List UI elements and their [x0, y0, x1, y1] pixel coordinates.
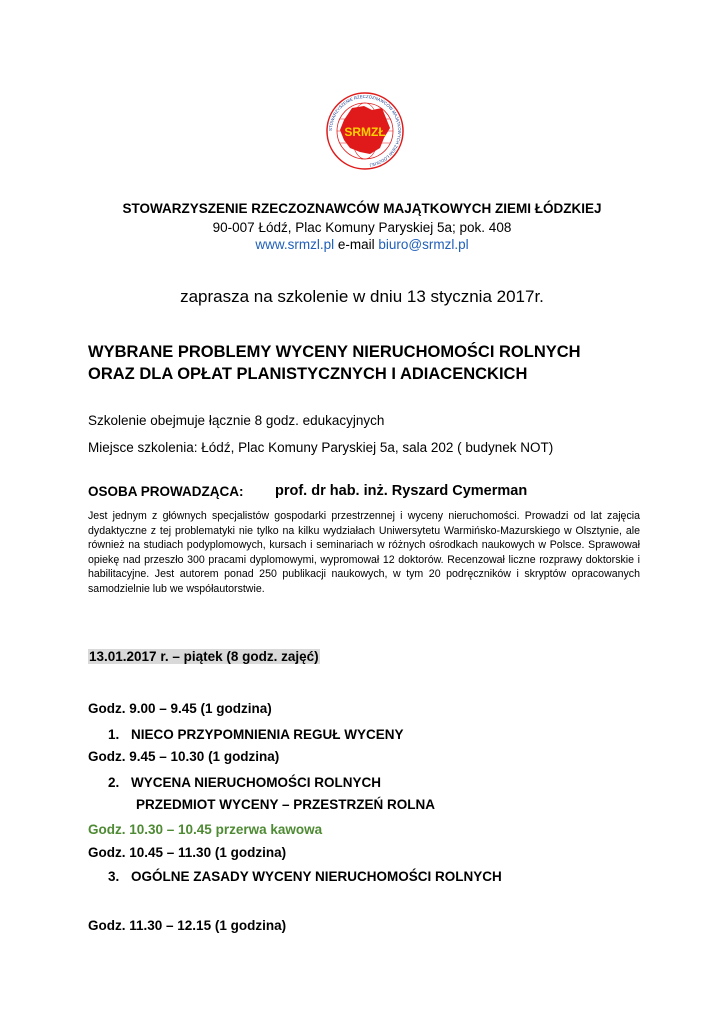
leader-name: prof. dr hab. inż. Ryszard Cymerman — [275, 483, 528, 499]
training-hours: Szkolenie obejmuje łącznie 8 godz. edukacyjnych — [88, 413, 385, 428]
agenda-item-number: 2. — [108, 775, 120, 790]
agenda-item-number: 3. — [108, 869, 120, 884]
agenda-item-1 — [108, 727, 404, 742]
agenda-item-label: NIECO PRZYPOMNIENIA REGUŁ WYCENY — [131, 727, 404, 742]
organization-contact — [0, 237, 724, 252]
email-label: e-mail — [334, 237, 379, 252]
organization-address: 90-007 Łódź, Plac Komuny Paryskiej 5a; pok. 408 — [212, 220, 512, 235]
agenda-item-label: WYCENA NIERUCHOMOŚCI ROLNYCH — [131, 775, 382, 790]
agenda-item-2 — [108, 775, 381, 790]
agenda-item-3 — [108, 869, 502, 884]
invitation-text: zaprasza na szkolenie w dniu 13 stycznia 2017r. — [180, 287, 544, 306]
leader-label: OSOBA PROWADZĄCA: — [88, 484, 244, 499]
schedule-coffee-break: Godz. 10.30 – 10.45 przerwa kawowa — [88, 822, 323, 837]
schedule-slot-1: Godz. 9.00 – 9.45 (1 godzina) — [88, 701, 272, 716]
schedule-slot-3: Godz. 10.45 – 11.30 (1 godzina) — [88, 845, 287, 860]
logo-ring-text: STOWARZYSZENIE RZECZOZNAWCÓW MAJĄTKOWYCH ZIEMI ŁÓDZKIEJ — [327, 93, 403, 168]
logo-text: SRMZŁ — [344, 125, 386, 139]
schedule-slot-2: Godz. 9.45 – 10.30 (1 godzina) — [88, 749, 280, 764]
agenda-item-2-subtitle: PRZEDMIOT WYCENY – PRZESTRZEŃ ROLNA — [136, 797, 436, 812]
agenda-item-number: 1. — [108, 727, 120, 742]
training-venue: Miejsce szkolenia: Łódź, Plac Komuny Paryskiej 5a, sala 202 ( budynek NOT) — [88, 440, 554, 455]
srmzl-logo — [320, 86, 410, 176]
agenda-item-label: OGÓLNE ZASADY WYCENY NIERUCHOMOŚCI ROLNYCH — [131, 869, 502, 884]
leader-bio: Jest jednym z głównych specjalistów gospodarki przestrzennej i wyceny nieruchomości. Prowadzi od lat zajęcia dydaktyczne z tej problematyki nie tylko na kilku wydziałach Uniwersytetu Warmińsko-Mazurskiego w Olsztynie, ale również na studiach podyplomowych, kursach i seminariach w różnych ośrodkach naukowych w Polsce. Sprawował opiekę nad przeszło 300 pracami dyplomowymi, wypromował 12 doktorów. Recenzował liczne rozprawy doktorskie i habilitacyjne. Jest autorem ponad 250 publikacji naukowych, w tym 20 podręczników i skryptów opracowanych samodzielnie lub we współautorstwie. — [88, 510, 640, 595]
training-title-line-2: ORAZ DLA OPŁAT PLANISTYCZNYCH I ADIACENCKICH — [88, 365, 528, 383]
schedule-slot-4: Godz. 11.30 – 12.15 (1 godzina) — [88, 918, 287, 933]
organization-name: STOWARZYSZENIE RZECZOZNAWCÓW MAJĄTKOWYCH ZIEMI ŁÓDZKIEJ — [122, 201, 602, 216]
email-link[interactable]: biuro@srmzl.pl — [378, 237, 469, 252]
website-link[interactable]: www.srmzl.pl — [255, 237, 335, 252]
training-title-line-1: WYBRANE PROBLEMY WYCENY NIERUCHOMOŚCI ROLNYCH — [88, 343, 581, 361]
schedule-day-heading: 13.01.2017 r. – piątek (8 godz. zajęć) — [89, 649, 319, 664]
